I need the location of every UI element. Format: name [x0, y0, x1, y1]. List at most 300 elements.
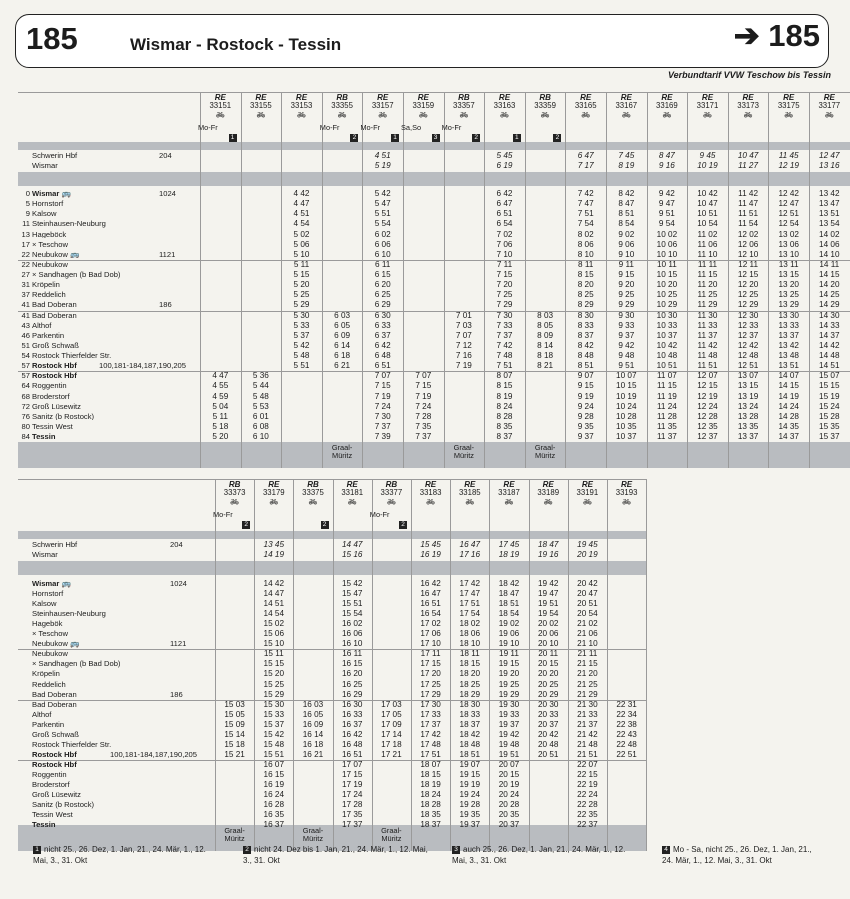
train-number: 33187 — [498, 488, 520, 497]
train-number: 33377 — [380, 488, 403, 497]
train-category: RE — [417, 93, 429, 102]
footnote-marker: 2 — [321, 521, 329, 529]
train-header — [489, 481, 528, 497]
departure-time: 13 11 — [778, 259, 799, 269]
departure-time: 16 29 — [341, 689, 363, 699]
bike-icon: 🚲︎ — [337, 112, 347, 119]
departure-time: 22 28 — [577, 800, 598, 810]
train-category: RE — [214, 93, 226, 102]
departure-time: 14 25 — [819, 290, 840, 300]
departure-time: 17 35 — [341, 810, 363, 820]
departure-time: 15 42 — [263, 729, 285, 739]
footnote-marker: 2 — [243, 846, 251, 854]
footnote-marker: 3 — [432, 134, 440, 142]
train-category: RE — [823, 93, 835, 102]
departure-time: 17 33 — [420, 709, 441, 719]
top-rule — [18, 92, 850, 93]
departure-time: 10 15 — [656, 270, 678, 280]
departure-time: 14 28 — [778, 411, 799, 421]
route-title: Wismar - Rostock - Tessin — [130, 35, 342, 54]
departure-time: 17 21 — [381, 749, 402, 759]
departure-time: 11 33 — [697, 320, 718, 330]
departure-time: 15 18 — [224, 739, 245, 749]
column-rule — [403, 92, 404, 468]
train-number: 33179 — [262, 488, 285, 497]
departure-time: 8 54 — [618, 219, 635, 229]
departure-time: 17 10 — [420, 639, 441, 649]
departure-time: 19 51 — [498, 749, 520, 759]
departure-time: 9 25 — [618, 290, 635, 300]
departure-time: 14 51 — [263, 599, 285, 609]
departure-time: 15 10 — [263, 639, 285, 649]
departure-time: 6 18 — [334, 351, 351, 361]
departure-time: 13 24 — [737, 401, 759, 411]
train-category: RE — [498, 93, 511, 102]
departure-time: 20 06 — [537, 629, 559, 639]
departure-time: 15 33 — [263, 709, 285, 719]
departure-time: 15 48 — [263, 739, 285, 749]
connection-ref: 100,181-184,187,190,205 — [110, 750, 197, 759]
departure-time: 13 45 — [263, 540, 285, 549]
departure-time: 9 29 — [618, 300, 635, 310]
departure-time: 14 07 — [778, 371, 799, 381]
departure-time: 16 06 — [341, 629, 363, 639]
departure-time: 7 39 — [374, 432, 391, 442]
departure-time: 19 06 — [498, 629, 520, 639]
departure-time: 19 20 — [498, 669, 520, 679]
departure-time: 10 06 — [656, 239, 678, 249]
departure-time: 16 37 — [263, 820, 285, 830]
column-rule — [607, 479, 608, 851]
departure-time: 22 37 — [577, 820, 598, 830]
station-name: Bad Doberan — [32, 311, 77, 320]
train-header — [687, 94, 728, 110]
departure-time: 8 42 — [577, 340, 594, 350]
km-value: 22 — [21, 259, 30, 269]
departure-time: 8 20 — [577, 280, 594, 290]
departure-time: 12 37 — [737, 330, 759, 340]
departure-time: 5 51 — [293, 361, 310, 371]
departure-time: 9 24 — [577, 401, 594, 411]
column-rule — [525, 92, 526, 468]
station-name: Wismar 🚌 — [32, 580, 71, 588]
departure-time: 19 45 — [577, 540, 598, 549]
departure-time: 21 48 — [577, 739, 598, 749]
departure-time: 15 28 — [819, 411, 840, 421]
departure-time: 16 37 — [341, 719, 363, 729]
footnote-marker: 2 — [399, 521, 407, 529]
bike-icon: 🚲︎ — [581, 112, 591, 119]
departure-time: 6 30 — [374, 310, 391, 320]
departure-time: 12 15 — [737, 270, 759, 280]
departure-time: 8 19 — [618, 161, 635, 170]
km-value: 76 — [21, 411, 30, 421]
departure-time: 16 20 — [341, 669, 363, 679]
footnote-text: nicht 24. Dez bis 1. Jan, 21., 24. Mär, 1., 12. Mai, 3., 31. Okt — [243, 845, 428, 865]
departure-time: 13 47 — [819, 199, 840, 209]
departure-time: 15 47 — [341, 589, 363, 599]
column-rule — [200, 92, 201, 468]
departure-time: 18 06 — [459, 629, 481, 639]
service-days: Mo-Fr — [441, 123, 462, 132]
departure-time: 17 48 — [420, 739, 441, 749]
column-rule — [728, 92, 729, 468]
departure-time: 7 51 — [577, 209, 594, 219]
connection-ref: 204 — [170, 541, 183, 549]
departure-time: 7 10 — [496, 249, 513, 259]
departure-time: 19 54 — [537, 609, 559, 619]
departure-time: 15 45 — [420, 540, 441, 549]
departure-time: 11 37 — [656, 432, 677, 442]
departure-time: 13 42 — [819, 189, 840, 198]
departure-time: 11 48 — [697, 351, 718, 361]
train-number: 33153 — [290, 101, 313, 110]
departure-time: 15 03 — [224, 699, 245, 709]
departure-time: 8 24 — [496, 401, 513, 411]
departure-time: 5 25 — [293, 290, 310, 300]
departure-time: 15 29 — [263, 689, 285, 699]
departure-time: 15 25 — [263, 679, 285, 689]
column-rule — [293, 479, 294, 851]
departure-time: 7 19 — [415, 391, 432, 401]
station-name: Tessin West — [32, 422, 73, 431]
train-header — [607, 481, 646, 497]
departure-time: 11 47 — [738, 199, 759, 209]
departure-time: 20 10 — [537, 639, 559, 649]
departure-time: 22 48 — [616, 739, 637, 749]
departure-time: 13 07 — [737, 371, 759, 381]
departure-time: 5 02 — [293, 229, 310, 239]
departure-time: 10 29 — [656, 300, 678, 310]
departure-time: 17 05 — [381, 709, 402, 719]
departure-time: 17 51 — [459, 599, 481, 609]
departure-time: 9 30 — [618, 310, 635, 320]
train-header — [293, 481, 332, 497]
train-header — [809, 94, 850, 110]
service-days: Mo-Fr — [369, 510, 390, 519]
departure-time: 16 19 — [263, 780, 285, 789]
station-name: Neubukow 🚌 — [32, 640, 80, 648]
column-rule — [646, 479, 647, 851]
departure-time: 10 20 — [656, 280, 678, 290]
departure-time: 14 35 — [778, 421, 799, 431]
footnote — [33, 845, 223, 867]
departure-time: 14 29 — [819, 300, 840, 310]
departure-time: 13 02 — [778, 229, 799, 239]
train-number: 33167 — [615, 101, 638, 110]
departure-time: 12 25 — [737, 290, 759, 300]
train-number: 33169 — [656, 101, 678, 110]
departure-time: 15 51 — [263, 749, 285, 759]
departure-time: 13 06 — [778, 239, 799, 249]
departure-time: 8 07 — [496, 371, 513, 381]
bike-icon: 🚲︎ — [784, 112, 794, 119]
departure-time: 20 30 — [537, 699, 559, 709]
departure-time: 22 43 — [616, 729, 637, 739]
destination-label: Graal-Müritz — [534, 443, 556, 461]
departure-time: 17 54 — [459, 609, 481, 619]
departure-time: 20 19 — [577, 550, 598, 559]
departure-time: 16 42 — [341, 729, 363, 739]
km-value: 13 — [21, 229, 30, 239]
km-value: 0 — [25, 189, 30, 198]
departure-time: 20 51 — [537, 749, 559, 759]
bike-icon: 🚲︎ — [256, 112, 266, 119]
departure-time: 21 25 — [577, 679, 598, 689]
departure-time: 16 51 — [341, 749, 363, 759]
departure-time: 19 15 — [459, 769, 481, 779]
timetable-2 — [18, 479, 840, 844]
departure-time: 9 37 — [577, 432, 594, 442]
departure-time: 12 51 — [778, 209, 799, 219]
departure-time: 8 02 — [577, 229, 594, 239]
departure-time: 18 42 — [498, 579, 520, 588]
train-category: RE — [377, 93, 389, 102]
station-name: Kröpelin — [32, 281, 60, 289]
departure-time: 8 51 — [577, 361, 594, 371]
train-category: RE — [580, 93, 592, 102]
departure-time: 7 24 — [415, 401, 432, 411]
departure-time: 10 35 — [616, 421, 637, 431]
bike-icon: 🚲︎ — [621, 112, 631, 119]
departure-time: 4 51 — [374, 151, 391, 160]
departure-time: 11 29 — [697, 300, 718, 310]
footnote-text: auch 25., 26. Dez, 1. Jan, 21., 24. Mär, 1., 12. Mai, 3., 31. Okt — [452, 845, 626, 865]
destination-label: Graal-Müritz — [331, 443, 353, 461]
departure-time: 22 24 — [577, 790, 598, 800]
column-rule — [606, 92, 607, 468]
departure-time: 8 35 — [496, 421, 513, 431]
departure-time: 4 55 — [212, 381, 229, 391]
departure-time: 17 06 — [420, 629, 441, 639]
departure-time: 20 07 — [498, 759, 520, 769]
departure-time: 5 37 — [293, 330, 310, 340]
departure-time: 11 24 — [656, 401, 677, 411]
departure-time: 8 30 — [577, 310, 594, 320]
departure-time: 13 48 — [778, 351, 799, 361]
service-days: Sa,So — [401, 123, 422, 132]
departure-time: 17 51 — [420, 749, 441, 759]
train-category: RE — [620, 93, 632, 102]
departure-time: 10 37 — [656, 330, 678, 340]
train-number: 33177 — [818, 101, 841, 110]
departure-time: 7 06 — [496, 239, 513, 249]
train-number: 33159 — [412, 101, 435, 110]
departure-time: 10 42 — [697, 189, 718, 198]
departure-time: 10 47 — [737, 151, 759, 160]
bike-icon: 🚲︎ — [230, 499, 240, 506]
bike-icon: 🚲︎ — [386, 499, 396, 506]
departure-time: 16 07 — [263, 759, 285, 769]
departure-time: 12 19 — [697, 391, 718, 401]
departure-time: 8 15 — [577, 270, 594, 280]
departure-time: 8 03 — [537, 310, 554, 320]
train-number: 33373 — [223, 488, 246, 497]
departure-time: 14 47 — [341, 540, 363, 549]
departure-time: 13 16 — [819, 161, 840, 170]
station-name: Bad Doberan — [32, 301, 77, 310]
departure-time: 15 21 — [224, 749, 245, 759]
train-header — [322, 94, 363, 110]
train-category: RE — [425, 480, 437, 489]
departure-time: 5 51 — [374, 209, 391, 219]
departure-time: 10 51 — [697, 209, 718, 219]
departure-time: 7 12 — [455, 340, 472, 350]
departure-time: 18 10 — [459, 639, 481, 649]
departure-time: 5 18 — [212, 421, 229, 431]
departure-time: 10 02 — [656, 229, 678, 239]
departure-time: 5 42 — [374, 189, 391, 198]
departure-time: 5 15 — [293, 270, 310, 280]
departure-time: 11 28 — [656, 411, 677, 421]
departure-time: 11 42 — [738, 189, 759, 198]
train-header — [241, 94, 282, 110]
station-name: Kalsow — [32, 210, 57, 218]
station-name: Tessin West — [32, 811, 73, 819]
departure-time: 19 42 — [537, 579, 559, 588]
train-header — [444, 94, 485, 110]
departure-time: 10 10 — [656, 249, 678, 259]
train-number: 33173 — [737, 101, 759, 110]
train-category: RE — [295, 93, 308, 102]
train-header — [403, 94, 444, 110]
departure-time: 14 51 — [819, 361, 840, 371]
departure-time: 14 30 — [819, 310, 840, 320]
footnote-marker: 2 — [242, 521, 250, 529]
departure-time: 14 11 — [819, 259, 840, 269]
departure-time: 20 37 — [498, 820, 520, 830]
departure-time: 7 35 — [415, 421, 432, 431]
departure-time: 7 45 — [618, 151, 635, 160]
train-header — [254, 481, 293, 497]
departure-time: 11 30 — [697, 310, 718, 320]
departure-time: 15 37 — [819, 432, 840, 442]
km-value: 11 — [22, 219, 30, 229]
station-name: × Sandhagen (b Bad Dob) — [32, 271, 121, 279]
departure-time: 14 06 — [819, 239, 840, 249]
departure-time: 5 48 — [252, 391, 269, 401]
bike-icon: 🚲︎ — [622, 499, 632, 506]
station-name: Tessin — [32, 821, 56, 829]
departure-time: 13 54 — [819, 219, 840, 229]
departure-time: 9 35 — [577, 421, 594, 431]
connection-ref: 1121 — [170, 640, 187, 648]
departure-time: 21 10 — [577, 639, 598, 649]
departure-time: 17 42 — [420, 729, 441, 739]
departure-time: 21 11 — [577, 649, 598, 659]
departure-time: 5 33 — [293, 320, 310, 330]
train-header — [768, 94, 809, 110]
departure-time: 19 11 — [499, 649, 519, 659]
departure-time: 19 51 — [537, 599, 559, 609]
service-days: Mo-Fr — [319, 123, 340, 132]
departure-time: 12 24 — [697, 401, 718, 411]
departure-time: 19 07 — [459, 759, 481, 769]
departure-time: 13 35 — [737, 421, 759, 431]
departure-time: 17 47 — [459, 589, 481, 599]
departure-time: 16 51 — [420, 599, 441, 609]
departure-time: 16 15 — [341, 659, 363, 669]
departure-time: 20 25 — [537, 679, 559, 689]
departure-time: 5 48 — [293, 351, 310, 361]
station-name: Groß Lüsewitz — [32, 402, 81, 411]
departure-time: 8 28 — [496, 411, 513, 421]
departure-time: 7 17 — [577, 161, 594, 170]
departure-time: 18 37 — [420, 820, 441, 830]
footnote-text: Mo - Sa, nicht 25., 26. Dez, 1. Jan, 21., 24. Mär, 1., 12. Mai, 3., 31. Okt — [662, 845, 812, 865]
bike-icon: 🚲︎ — [297, 112, 306, 119]
departure-time: 6 48 — [374, 351, 391, 361]
departure-time: 16 48 — [341, 739, 363, 749]
departure-time: 14 20 — [819, 280, 840, 290]
departure-time: 6 37 — [374, 330, 391, 340]
train-category: RE — [701, 93, 714, 102]
departure-time: 10 19 — [697, 161, 718, 170]
column-rule — [647, 92, 648, 468]
departure-time: 21 30 — [577, 699, 598, 709]
train-header — [565, 94, 606, 110]
departure-time: 17 45 — [498, 540, 520, 549]
departure-time: 7 15 — [415, 381, 432, 391]
departure-time: 18 11 — [459, 649, 480, 659]
departure-time: 20 42 — [577, 579, 598, 588]
km-value: 41 — [21, 310, 30, 320]
departure-time: 5 20 — [212, 432, 229, 442]
departure-time: 6 06 — [374, 239, 391, 249]
train-category: RE — [542, 480, 554, 489]
station-name: Neubukow — [32, 650, 68, 658]
footnote-marker: 2 — [553, 134, 561, 142]
column-rule — [322, 92, 323, 468]
departure-time: 9 51 — [618, 361, 635, 371]
train-number: 33375 — [302, 488, 324, 497]
departure-time: 5 29 — [293, 300, 310, 310]
km-value: 57 — [21, 371, 30, 381]
km-value: 72 — [21, 401, 30, 411]
column-rule — [362, 92, 363, 468]
departure-time: 14 54 — [263, 609, 285, 619]
station-name: Wismar — [32, 162, 58, 170]
departure-time: 9 42 — [618, 340, 635, 350]
departure-time: 7 47 — [577, 199, 594, 209]
departure-time: 6 47 — [577, 151, 594, 160]
departure-time: 19 15 — [498, 659, 520, 669]
departure-time: 17 07 — [341, 759, 363, 769]
station-name: Roggentin — [32, 770, 67, 779]
connection-ref: 1121 — [159, 250, 176, 259]
connection-ref: 186 — [159, 301, 172, 310]
departure-time: 17 15 — [341, 769, 363, 779]
station-name: Rostock Hbf — [32, 750, 77, 759]
departure-time: 11 37 — [697, 330, 718, 340]
departure-time: 21 51 — [577, 749, 598, 759]
departure-time: 21 33 — [577, 709, 598, 719]
departure-time: 7 37 — [496, 330, 513, 340]
train-number: 33163 — [493, 101, 516, 110]
departure-time: 14 15 — [819, 270, 840, 280]
departure-time: 18 48 — [459, 739, 481, 749]
column-rule — [565, 92, 566, 468]
departure-time: 4 59 — [212, 391, 229, 401]
departure-time: 7 15 — [374, 381, 391, 391]
train-number: 33175 — [777, 101, 800, 110]
departure-time: 8 05 — [537, 320, 554, 330]
bike-icon: 🚲︎ — [459, 112, 469, 119]
departure-time: 16 14 — [302, 729, 324, 739]
departure-time: 20 37 — [537, 719, 559, 729]
bike-icon: 🚲︎ — [703, 112, 712, 119]
train-number: 33359 — [534, 101, 556, 110]
